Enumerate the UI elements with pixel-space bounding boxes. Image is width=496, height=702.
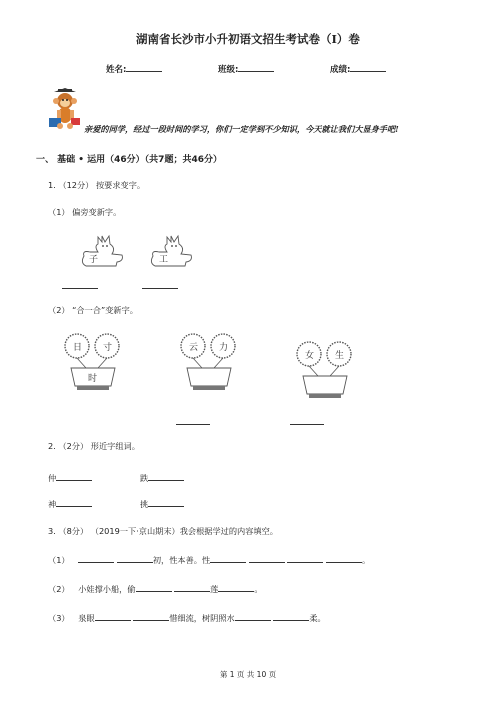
q3-line-1 [48, 553, 370, 566]
q3-sub2-mid: 莲 [210, 584, 219, 594]
question-1-sub1-label: （1） 偏旁变新字。 [48, 207, 122, 217]
q2-pair-row [48, 471, 92, 484]
q3-sub3-mid: 惜细流，树阴照水 [169, 613, 235, 623]
page-footer: 第 1 页 共 10 页 [219, 670, 277, 679]
answer-blank[interactable] [235, 611, 271, 621]
flower-pot-2-icon [176, 330, 244, 392]
answer-blank[interactable] [56, 497, 92, 507]
class-field[interactable] [218, 62, 274, 75]
q3-sub3-end: 柔。 [309, 613, 326, 623]
q2-char: 挑 [140, 499, 149, 509]
q2-pair-row [48, 497, 92, 510]
q3-sub1-number: （1） [48, 555, 70, 565]
q2-pair-row [140, 497, 184, 510]
q3-sub2-end: 。 [254, 584, 263, 594]
q3-sub1-text: 初，性本善。性 [152, 555, 211, 565]
name-blank[interactable] [126, 62, 162, 72]
answer-blank[interactable] [148, 471, 184, 481]
answer-blank[interactable] [95, 611, 131, 621]
q3-sub2-number: （2） [48, 584, 70, 594]
flower-pot-3-icon [292, 338, 360, 400]
question-3-label: 3. （8分） （2019一下·京山期末）我会根据学过的内容填空。 [48, 526, 278, 536]
q2-char: 神 [48, 499, 57, 509]
section-heading: 一、 基础 • 运用（46分）（共7题；共46分） [36, 155, 222, 165]
name-field[interactable] [106, 62, 162, 75]
pot-3-char-a: 女 [305, 351, 315, 361]
pot-2-char-a: 云 [189, 343, 199, 353]
question-2-label: 2. （2分） 形近字组词。 [48, 441, 140, 451]
q2-pair-row [140, 471, 184, 484]
answer-blank[interactable] [174, 582, 210, 592]
question-1-label: 1. （12分） 按要求变字。 [48, 180, 146, 190]
pot-1-char-a: 日 [73, 343, 83, 353]
q3-line-3 [48, 611, 326, 624]
answer-blank[interactable] [326, 553, 362, 563]
answer-blank[interactable] [287, 553, 323, 563]
cat-1-char: 子 [89, 255, 99, 265]
answer-blank[interactable] [136, 582, 172, 592]
q2-char: 仲 [48, 473, 57, 483]
pot-3-char-b: 生 [335, 351, 345, 361]
answer-blank[interactable] [56, 471, 92, 481]
answer-blank[interactable] [218, 582, 254, 592]
q3-sub1-end: 。 [361, 555, 371, 565]
question-1-sub2-label: （2） “合一合”变新字。 [48, 305, 138, 315]
cat-2-char: 工 [159, 255, 169, 265]
name-label: 姓名: [106, 65, 127, 75]
answer-blank[interactable] [273, 611, 309, 621]
answer-blank[interactable] [176, 424, 210, 425]
pot-1-char-b: 寸 [103, 343, 113, 353]
score-field[interactable] [330, 62, 386, 75]
answer-blank[interactable] [148, 497, 184, 507]
page-title: 湖南省长沙市小升初语文招生考试卷（I）卷 [136, 32, 360, 46]
q3-sub3-text: 泉眼 [78, 613, 95, 623]
answer-blank[interactable] [249, 553, 285, 563]
flower-pot-1-icon [60, 330, 128, 392]
class-label: 班级: [218, 65, 239, 75]
monkey-mascot-icon [46, 88, 84, 130]
score-blank[interactable] [350, 62, 386, 72]
answer-blank[interactable] [62, 288, 98, 289]
answer-blank[interactable] [142, 288, 178, 289]
answer-blank[interactable] [210, 553, 246, 563]
intro-text: 亲爱的同学，经过一段时间的学习，你们一定学到不少知识，今天就让我们大显身手吧! [84, 124, 399, 134]
q3-sub2-text: 小娃撑小船，偷 [78, 584, 136, 594]
cat-1-icon [76, 234, 128, 270]
q3-line-2 [48, 582, 263, 595]
answer-blank[interactable] [133, 611, 169, 621]
q3-sub3-number: （3） [48, 613, 70, 623]
q2-char: 跌 [140, 473, 149, 483]
answer-blank[interactable] [117, 553, 153, 563]
pot-1-answer: 时 [88, 374, 98, 384]
pot-2-char-b: 力 [219, 343, 229, 353]
answer-blank[interactable] [78, 553, 114, 563]
class-blank[interactable] [238, 62, 274, 72]
answer-blank[interactable] [290, 424, 324, 425]
score-label: 成绩: [330, 65, 351, 75]
cat-2-icon [145, 234, 197, 270]
